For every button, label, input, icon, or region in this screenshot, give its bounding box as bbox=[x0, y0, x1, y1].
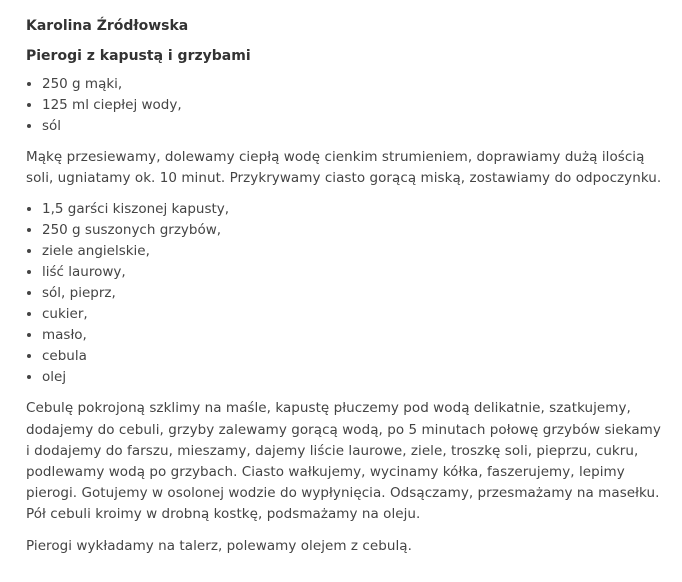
list-item: • cebula bbox=[42, 346, 668, 367]
filling-instructions: Cebulę pokrojoną szklimy na maśle, kapustę płuczemy pod wodą delikatnie, szatkujemy, dodajemy do cebuli, grzyby zalewamy gorącą wodą, po 5 minutach połowę grzybów siekamy i dodajemy do farszu, mieszamy, dajemy liście laurowe, ziele, troszkę soli, pieprzu, cukru, podlewamy wodą po grzybach. Ciasto wałkujemy, wycinamy kółka, faszerujemy, lepimy pierogi. Gotujemy w osolonej wodzie do wypłynięcia. Odsączamy, przesmażamy na masełku. Pół cebuli kroimy w drobną kostkę, podsmażamy na oleju. bbox=[26, 400, 661, 523]
list-item: • liść laurowy, bbox=[42, 262, 668, 283]
recipe-title: Pierogi z kapustą i grzybami bbox=[26, 48, 251, 64]
list-item: • 250 g suszonych grzybów, bbox=[42, 220, 668, 241]
list-item: • sól bbox=[42, 116, 668, 137]
list-item: • olej bbox=[42, 367, 668, 388]
dough-instructions: Mąkę przesiewamy, dolewamy ciepłą wodę cienkim strumieniem, doprawiamy dużą ilością soli, ugniatamy ok. 10 minut. Przykrywamy ciasto gorącą miską, zostawiamy do odpoczynku. bbox=[26, 149, 662, 187]
author-name: Karolina Źródłowska bbox=[26, 18, 189, 34]
list-item: • masło, bbox=[42, 325, 668, 346]
list-item: • cukier, bbox=[42, 304, 668, 325]
list-item: • 125 ml ciepłej wody, bbox=[42, 95, 668, 116]
dough-ingredients-list bbox=[26, 74, 668, 137]
list-item: • 250 g mąki, bbox=[42, 74, 668, 95]
list-item: • ziele angielskie, bbox=[42, 241, 668, 262]
filling-ingredients-list bbox=[26, 199, 668, 388]
serving-instructions: Pierogi wykładamy na talerz, polewamy olejem z cebulą. bbox=[26, 537, 412, 554]
list-item: • sól, pieprz, bbox=[42, 283, 668, 304]
list-item: • 1,5 garści kiszonej kapusty, bbox=[42, 199, 668, 220]
